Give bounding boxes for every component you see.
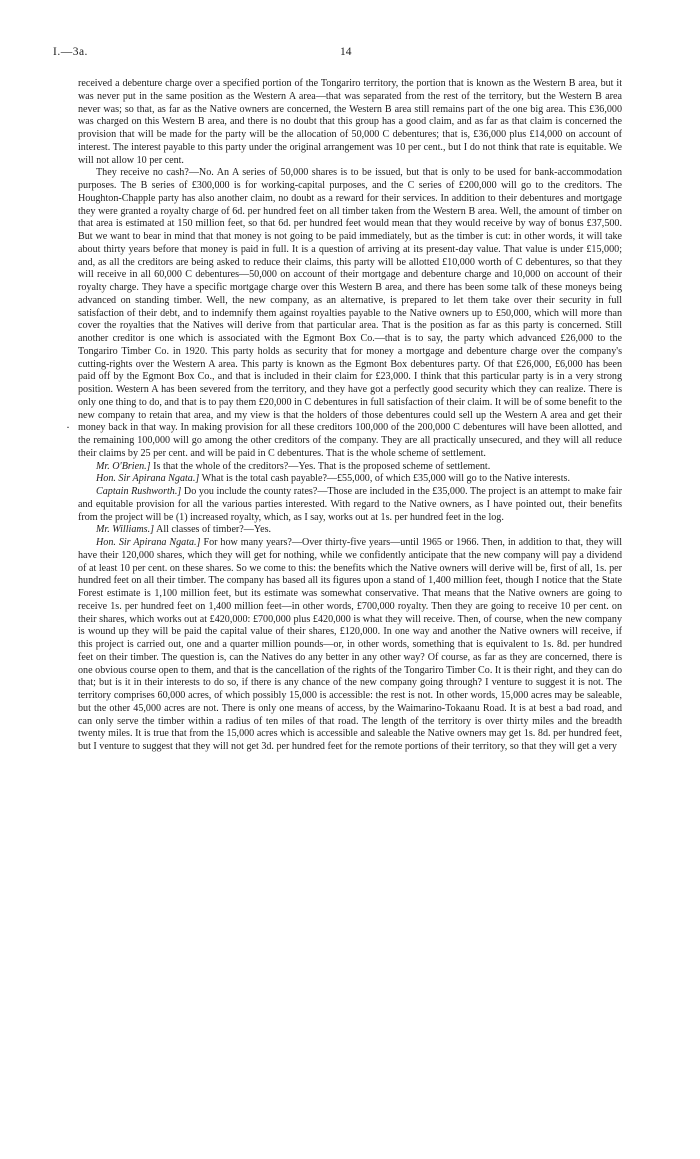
speaker-label: Hon. Sir Apirana Ngata.]: [96, 537, 201, 548]
paragraph-text: All classes of timber?—Yes.: [156, 524, 272, 536]
paragraph-5: [78, 486, 622, 524]
document-reference: I.—3a.: [53, 46, 88, 58]
paragraph-text: Do you include the county rates?—Those are included in the £35,000. The project is an attempt to make fair and equitable provision for all the various parties interested. With regard to the Native owners, as I have pointed out, their benefits from the project will be (1) increased royalty, which, as I say, works out at 1s. per hundred feet in the log.: [78, 486, 623, 523]
speaker-label: Mr. O'Brien.]: [96, 460, 151, 472]
page-number: 14: [340, 46, 352, 58]
paragraph-text: What is the total cash payable?—£55,000, of which £35,000 will go to the Native interests.: [201, 473, 570, 485]
paragraph-1: [78, 78, 622, 167]
margin-dot: ·: [66, 420, 70, 434]
paragraph-text: received a debenture charge over a specified portion of the Tongariro territory, the portion that is known as the Western B area, but it was never put in the same position as the Western A area—that was separated from the rest of the territory, but the Western B area never was; so that, as far as the Native owners are concerned, the Western B area still remains part of the one big area. This £36,000 was charged on this Western B area, and there is no doubt that this group has a good claim, and as far as that claim is concerned the provision that will be made for the party will be the allocation of 50,000 C debentures; that is, £36,000 plus £14,000 on account of interest. The interest payable to this party under the original arrangement was 10 per cent., but I do not think that rate is equitable. We will not allow 10 per cent.: [78, 78, 622, 166]
paragraph-4: [78, 473, 622, 486]
speaker-label: Captain Rushworth.]: [96, 486, 182, 497]
paragraph-6: [78, 524, 622, 537]
speaker-label: Mr. Williams.]: [96, 524, 155, 536]
body-text: [78, 78, 622, 754]
paragraph-2: [78, 167, 622, 460]
paragraph-3: [78, 461, 622, 474]
page-header: [0, 46, 700, 64]
speaker-label: Hon. Sir Apirana Ngata.]: [96, 473, 200, 485]
paragraph-text: They receive no cash?—No. An A series of 50,000 shares is to be issued, but that is only to be used for bank-accommodation purposes. The B series of £300,000 is for working-capital purposes, and the C series of £200,000 will go to the creditors. The Houghton-Chapple party has also another claim, no doubt as a reward for their services. In addition to their debentures and mortgage they were granted a royalty charge of 6d. per hundred feet on all timber taken from the Western B area. Well, the amount of timber on that area is estimated at 150 million feet, so that 6d. per hundred feet would mean that they would receive by way of bonus £37,500. But we want to bear in mind that that money is not going to be paid immediately, but as the timber is cut: in other words, it will take about thirty years before that money is paid in full. It is a question of arriving at its present-day value. That value is under £15,000; and, as all the creditors are being asked to reduce their claims, this party will be allotted £10,000 worth of C debentures, so that they will receive in all 60,000 C debentures—50,000 on account of their mortgage and debenture charge and 10,000 on account of their royalty charge. They have a specific mortgage charge over this Western B area, and there has been some talk of these moneys being advanced on standing timber. Well, the new company, as an alternative, is prepared to let them take over their security in full satisfaction of their debt, and to indemnify them against royalties payable to the Native owners up to £50,000, which will more than cover the royalties that the Natives will derive from that particular area. That is the position as far as this party is concerned. Still another creditor is one which is associated with the Egmont Box Co.—that is to say, the party which advanced £26,000 to the Tongariro Timber Co. in 1920. This party holds as security that for money a mortgage and debenture charge over the company's cutting-rights over the Western A area. This party is known as the Egmont Box debentures party. Of that £26,000, £6,000 has been paid off by the Egmont Box Co., and that is included in their claim for £23,000. I think that this particular party is in a very strong position. Western A has been severed from the territory, and they have got a perfectly good security which they can realize. There is only one thing to do, and that is to pay them £20,000 in C debentures in full satisfaction of their claim. It will be of some benefit to the new company to retain that area, and my view is that the holders of those debentures could sell up the Western A area and get their money back in that way. In making provision for all these creditors 100,000 of the 200,000 C debentures will have been allotted, and the remaining 100,000 will go among the other creditors of the company. They are all practically unsecured, and they will all reduce their claims by 25 per cent. and will be paid in C debentures. That is the whole scheme of settlement.: [78, 167, 622, 459]
paragraph-text: For how many years?—Over thirty-five years—until 1965 or 1966. Then, in addition to that, they will have their 120,000 shares, which they will get for nothing, while we confidently anticipate that the new company will pay a dividend of at least 10 per cent. on these shares. So we come to this: the benefits which the Native owners will derive will be, first of all, 1s. per hundred feet on all their timber. The company has based all its figures upon a stand of 1,400 million feet, though I notice that the State Forest estimate is 1,100 million feet, but its estimate was somewhat conservative. That means that the Native owners are going to receive 1s. per hundred feet on 1,400 million feet—in other words, £700,000 royalty. Then they are going to receive 10 per cent. on their shares, which works out at £420,000: £700,000 plus £420,000 is what they will receive. Then, of course, when the new company is wound up they will be paid the capital value of their shares, £120,000. In one way and another the Native owners will receive, if this project is carried out, one and a quarter million pounds—or, in other words, something that is equivalent to 1s. 8d. per hundred feet on their timber. The question is, can the Natives do any better in any other way? Of course, as far as they are concerned, there is one obvious course open to them, and that is the cancellation of the rights of the Tongariro Timber Co. It is their right, and they can do that; but is it in their interests to do so, if there is any chance of the new company going through? I venture to suggest it is not. The territory comprises 60,000 acres, of which possibly 15,000 is accessible: the rest is not. In other words, 15,000 acres may be saleable, but the other 45,000 acres are not. There is only one means of access, by the Waimarino-Tokaanu Road. It is at best a bad road, and can only serve the timber within a radius of ten miles of that road. The length of the territory is over thirty miles and the breadth twenty miles. It is true that from the 15,000 acres which is accessible and saleable the Native owners may get 1s. 8d. per hundred feet, but I venture to suggest that they will not get 3d. per hundred feet for the remote portions of their territory, so that they will get a very: [78, 537, 622, 752]
paragraph-text: Is that the whole of the creditors?—Yes. That is the proposed scheme of settlement.: [153, 460, 491, 472]
paragraph-7: [78, 537, 622, 754]
